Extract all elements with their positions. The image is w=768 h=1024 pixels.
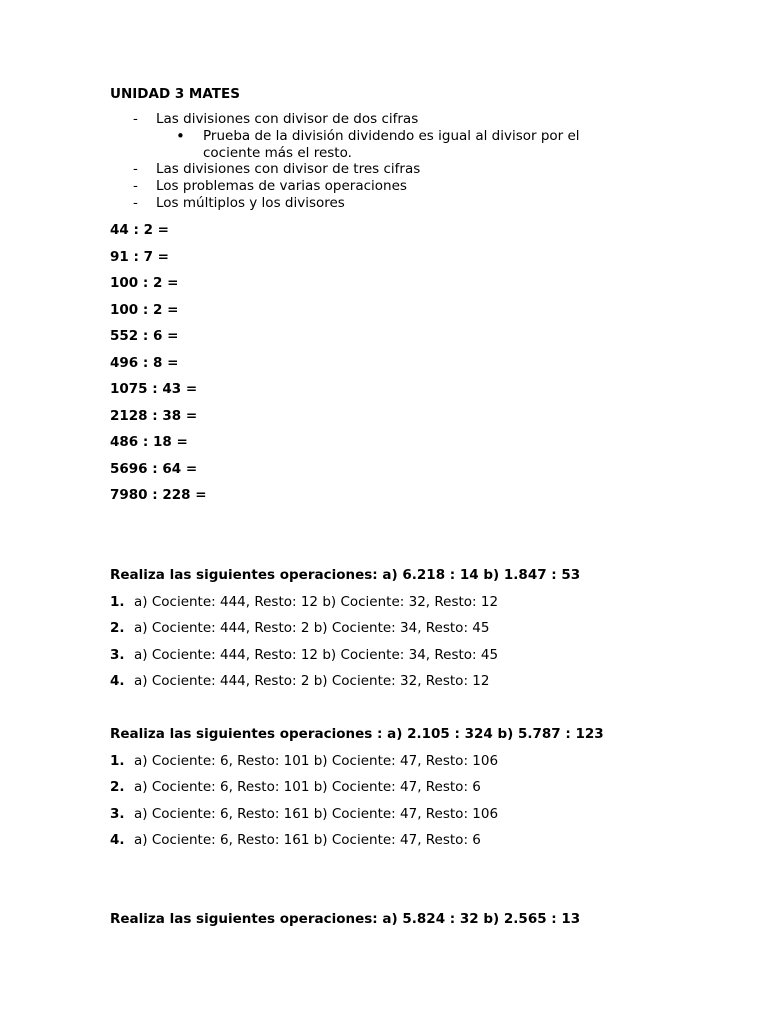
division-exercise: 7980 : 228 =	[110, 487, 207, 503]
division-exercise: 486 : 18 =	[110, 434, 188, 450]
option-number: 3.	[110, 806, 125, 822]
answer-option[interactable]	[110, 672, 489, 690]
option-text: a) Cociente: 6, Resto: 161 b) Cociente: 47, Resto: 106	[134, 806, 499, 822]
division-exercise: 91 : 7 =	[110, 249, 169, 265]
option-number: 4.	[110, 832, 125, 848]
outline-item-text: Las divisiones con divisor de dos cifras	[156, 111, 419, 127]
option-text: a) Cociente: 444, Resto: 12 b) Cociente: 34, Resto: 45	[134, 647, 499, 663]
dash-marker: -	[133, 195, 138, 211]
answer-option[interactable]	[110, 619, 489, 637]
question-prompt: Realiza las siguientes operaciones: a) 6.218 : 14 b) 1.847 : 53	[110, 567, 581, 583]
option-text: a) Cociente: 6, Resto: 161 b) Cociente: 47, Resto: 6	[134, 832, 481, 848]
option-number: 4.	[110, 673, 125, 689]
question-prompt: Realiza las siguientes operaciones: a) 5.824 : 32 b) 2.565 : 13	[110, 911, 581, 927]
option-number: 2.	[110, 779, 125, 795]
option-number: 2.	[110, 620, 125, 636]
division-exercise: 100 : 2 =	[110, 302, 179, 318]
option-number: 1.	[110, 594, 125, 610]
outline-item	[133, 111, 418, 128]
answer-option[interactable]	[110, 805, 498, 823]
division-exercise: 552 : 6 =	[110, 328, 179, 344]
answer-option[interactable]	[110, 831, 481, 849]
dash-marker: -	[133, 178, 138, 194]
outline-item-text: Los múltiplos y los divisores	[156, 195, 345, 211]
answer-option[interactable]	[110, 778, 481, 796]
division-exercise: 100 : 2 =	[110, 275, 179, 291]
division-exercise: 496 : 8 =	[110, 355, 179, 371]
answer-option[interactable]	[110, 646, 498, 664]
division-exercise: 1075 : 43 =	[110, 381, 198, 397]
document-title: UNIDAD 3 MATES	[110, 86, 240, 102]
option-text: a) Cociente: 444, Resto: 2 b) Cociente: 32, Resto: 12	[134, 673, 490, 689]
dash-marker: -	[133, 111, 138, 127]
outline-item	[133, 195, 345, 212]
bullet-marker: •	[176, 127, 185, 145]
division-exercise: 5696 : 64 =	[110, 461, 198, 477]
option-text: a) Cociente: 444, Resto: 12 b) Cociente: 32, Resto: 12	[134, 594, 499, 610]
answer-option[interactable]	[110, 593, 498, 611]
outline-item-text: Las divisiones con divisor de tres cifras	[156, 161, 421, 177]
outline-subitem	[176, 128, 616, 162]
option-number: 3.	[110, 647, 125, 663]
question-prompt: Realiza las siguientes operaciones : a) 2.105 : 324 b) 5.787 : 123	[110, 726, 604, 742]
division-exercise: 44 : 2 =	[110, 222, 169, 238]
answer-option[interactable]	[110, 752, 498, 770]
outline-subitem-text: Prueba de la división dividendo es igual al divisor por el cociente más el resto.	[203, 128, 580, 161]
option-text: a) Cociente: 6, Resto: 101 b) Cociente: 47, Resto: 6	[134, 779, 481, 795]
outline-item	[133, 178, 407, 195]
option-number: 1.	[110, 753, 125, 769]
option-text: a) Cociente: 6, Resto: 101 b) Cociente: 47, Resto: 106	[134, 753, 499, 769]
outline-item	[133, 161, 420, 178]
division-exercise: 2128 : 38 =	[110, 408, 198, 424]
option-text: a) Cociente: 444, Resto: 2 b) Cociente: 34, Resto: 45	[134, 620, 490, 636]
dash-marker: -	[133, 161, 138, 177]
outline-item-text: Los problemas de varias operaciones	[156, 178, 407, 194]
